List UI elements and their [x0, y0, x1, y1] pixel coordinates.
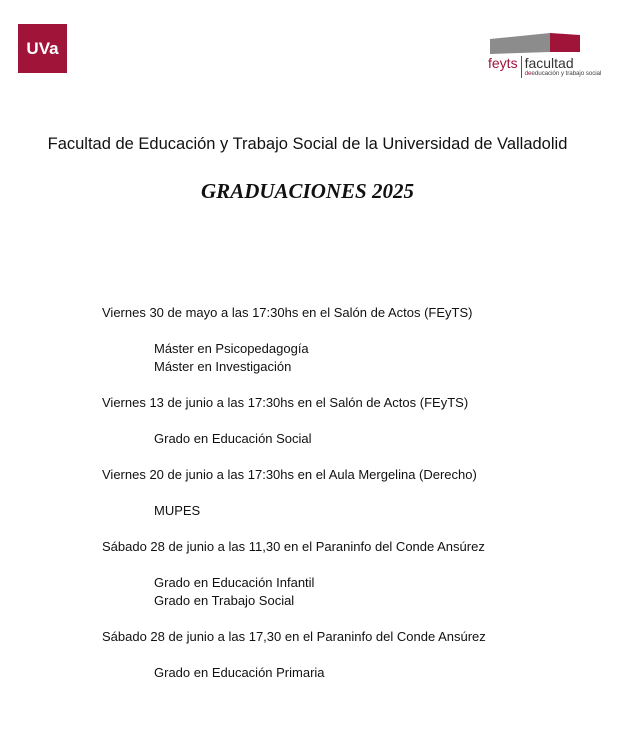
program-item: Grado en Educación Infantil: [154, 575, 315, 590]
faculty-title: Facultad de Educación y Trabajo Social de la Universidad de Valladolid: [47, 135, 568, 153]
facultad-block: [525, 56, 602, 78]
event-programs: [154, 574, 602, 610]
program-item: Máster en Psicopedagogía: [154, 341, 309, 356]
event-3: [102, 466, 602, 520]
program-item: Grado en Trabajo Social: [154, 593, 295, 608]
uva-logo-text: UVa: [26, 38, 59, 58]
event-4: [102, 538, 602, 610]
program-item: Grado en Educación Social: [154, 431, 312, 446]
event-date-line: Viernes 30 de mayo a las 17:30hs en el Salón de Actos (FEyTS): [102, 305, 473, 320]
facultad-sub-rest: educación y trabajo social: [531, 70, 602, 77]
program-item: MUPES: [154, 503, 201, 518]
feyts-logo: [488, 30, 620, 80]
event-programs: [154, 340, 602, 376]
event-2: [102, 394, 602, 448]
feyts-logo-separator: [521, 56, 522, 78]
event-date-line: Sábado 28 de junio a las 11,30 en el Paraninfo del Conde Ansúrez: [102, 539, 485, 554]
event-date-line: Viernes 13 de junio a las 17:30hs en el Salón de Actos (FEyTS): [102, 395, 469, 410]
feyts-logo-graphic: [488, 30, 620, 56]
facultad-subtitle: [525, 70, 602, 78]
event-date-line: Sábado 28 de junio a las 17,30 en el Paraninfo del Conde Ansúrez: [102, 629, 486, 644]
program-item: Grado en Educación Primaria: [154, 665, 325, 680]
event-5: [102, 628, 602, 682]
event-1: [102, 304, 602, 376]
event-programs: [154, 430, 602, 448]
uva-logo: [18, 24, 67, 73]
feyts-word: feyts: [488, 55, 518, 71]
event-programs: [154, 502, 602, 520]
feyts-logo-gray-band: [490, 33, 550, 54]
events-list: [102, 304, 602, 700]
program-item: Máster en Investigación: [154, 359, 292, 374]
event-programs: [154, 664, 602, 682]
feyts-logo-red-band: [550, 33, 580, 52]
page-heading: GRADUACIONES 2025: [201, 179, 414, 203]
facultad-word: facultad: [524, 55, 574, 71]
event-date-line: Viernes 20 de junio a las 17:30hs en el Aula Mergelina (Derecho): [102, 467, 477, 482]
facultad-sub-de: de: [524, 70, 532, 77]
feyts-logo-text: [488, 56, 601, 78]
